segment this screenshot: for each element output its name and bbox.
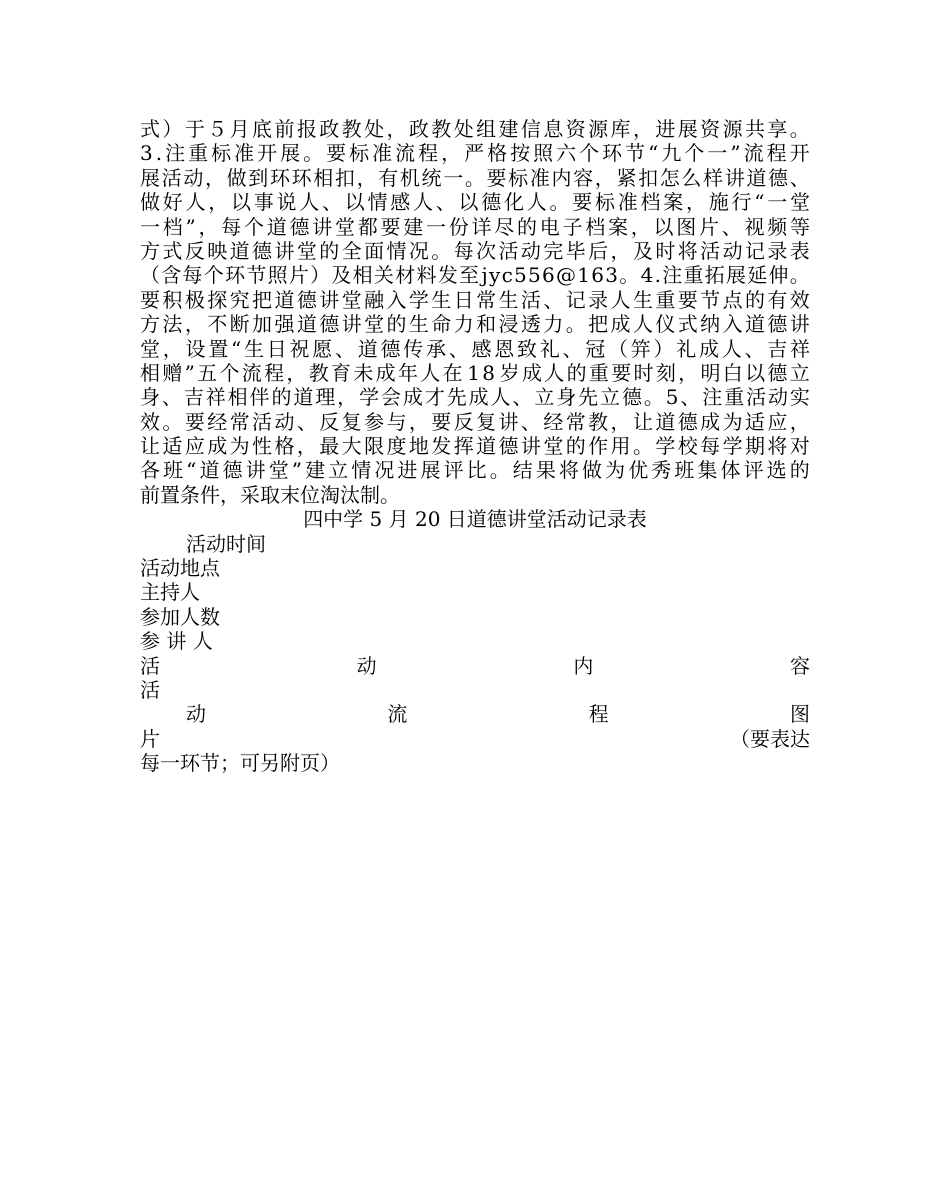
photo-note: （要表达 [730, 726, 810, 751]
paragraph-line: 做 好 人 ， 以 事 说 人 、 以 情 感 人 、 以 德 化 人 。 要 标 准 档 案 ， 施 行 “ 一 堂 [140, 190, 810, 215]
activity-flow-label [140, 702, 810, 726]
content-char: 内 [573, 653, 594, 678]
paragraph-line: 3 . 注 重 标 准 开 展 。 要 标 准 流 程 ， 严 格 按 照 六 个 环 节 “ 九 个 一 ” 流 程 开 [140, 141, 810, 166]
activity-time-label: 活动时间 [186, 531, 266, 556]
paragraph-line: （ 含 每 个 环 节 照 片 ） 及 相 关 材 料 发 至 j y c 5 5 6 @ 1 6 3 。 4 . 注 重 拓 展 延 伸 。 [140, 263, 810, 288]
content-char: 动 [356, 653, 377, 678]
paragraph-line: 效 。 要 经 常 活 动 、 反 复 参 与 ， 要 反 复 讲 、 经 常 教 ， 让 道 德 成 为 适 应 ， [140, 409, 810, 434]
body-paragraph [140, 117, 810, 507]
document-page [140, 117, 810, 776]
activity-place-label: 活动地点 [140, 556, 220, 581]
flow-char: 程 [588, 702, 609, 727]
photo-label-row [140, 727, 810, 751]
paragraph-line: 方 式 反 映 道 德 讲 堂 的 全 面 情 况 。 每 次 活 动 完 毕 后 ， 及 时 将 活 动 记 录 表 [140, 238, 810, 263]
record-form [140, 507, 810, 775]
paragraph-line: 要 积 极 探 究 把 道 德 讲 堂 融 入 学 生 日 常 生 活 、 记 录 人 生 重 要 节 点 的 有 效 [140, 287, 810, 312]
photo-note-continued: 每一环节；可另附页） [140, 751, 340, 776]
paragraph-line: 身 、 吉 祥 相 伴 的 道 理 ， 学 会 成 才 先 成 人 、 立 身 先 立 德 。 5 、 注 重 活 动 实 [140, 385, 810, 410]
paragraph-line: 各 班 “ 道 德 讲 堂 ” 建 立 情 况 进 展 评 比 。 结 果 将 做 为 优 秀 班 集 体 评 选 的 [140, 458, 810, 483]
content-char: 活 [140, 653, 160, 678]
flow-char: 图 [789, 702, 810, 727]
content-char: 容 [789, 653, 810, 678]
flow-char: 流 [387, 702, 408, 727]
paragraph-line: 式 ） 于 ５ 月 底 前 报 政 教 处 ， 政 教 处 组 建 信 息 资 源 库 ， 进 展 资 源 共 享 。 [140, 117, 810, 141]
participant-count-label: 参加人数 [140, 604, 220, 629]
paragraph-line: 前置条件，采取末位淘汰制。 [140, 482, 400, 507]
paragraph-line: 方 法 ， 不 断 加 强 道 德 讲 堂 的 生 命 力 和 浸 透 力 。 把 成 人 仪 式 纳 入 道 德 讲 [140, 312, 810, 337]
paragraph-line: 展 活 动 ， 做 到 环 环 相 扣 ， 有 机 统 一 。 要 标 准 内 容 ， 紧 扣 怎 么 样 讲 道 德 、 [140, 165, 810, 190]
form-title: 四中学 5 月 20 日道德讲堂活动记录表 [303, 507, 647, 532]
photo-label: 片 [140, 726, 160, 751]
flow-char: 动 [186, 702, 206, 727]
paragraph-line: 一 档 ” ， 每 个 道 德 讲 堂 都 要 建 一 份 详 尽 的 电 子 档 案 ， 以 图 片 、 视 频 等 [140, 214, 810, 239]
flow-label-prefix: 活 [140, 677, 160, 702]
paragraph-line: 堂 ， 设 置 “ 生 日 祝 愿 、 道 德 传 承 、 感 恩 致 礼 、 冠 （ 笄 ） 礼 成 人 、 吉 祥 [140, 336, 810, 361]
speaker-label: 参 讲 人 [140, 629, 213, 654]
host-label: 主持人 [140, 580, 200, 605]
activity-content-label [140, 654, 810, 678]
paragraph-line: 相 赠 ” 五 个 流 程 ， 教 育 未 成 年 人 在 1 8 岁 成 人 的 重 要 时 刻 ， 明 白 以 德 立 [140, 360, 810, 385]
paragraph-line: 让 适 应 成 为 性 格 ， 最 大 限 度 地 发 挥 道 德 讲 堂 的 作 用 。 学 校 每 学 期 将 对 [140, 434, 810, 459]
